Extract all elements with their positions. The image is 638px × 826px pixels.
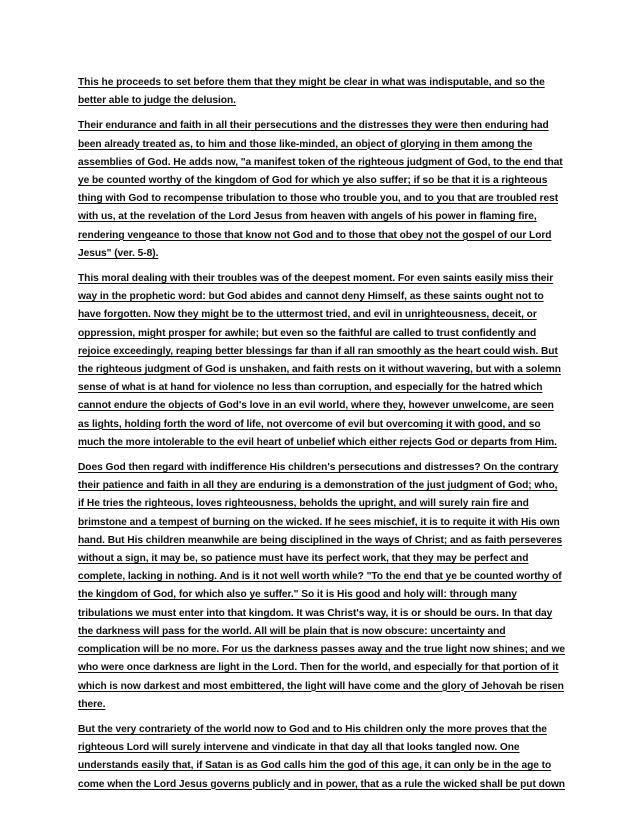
paragraph-1: This he proceeds to set before them that they might be clear in what was indisputable, and so the better able to judge the delusion. <box>78 77 545 107</box>
paragraph-4: Does God then regard with indifference His children's persecutions and distresses? On the contrary their patience and faith in all they are enduring is a demonstration of the just judgment of God; who, if He tries the righteous, loves righteousness, beholds the upright, and will surely rain fire and brimstone and a tempest of burning on the wicked. If he sees mischief, it is to requite it with His own hand. But His children meanwhile are being disciplined in the ways of Christ; and as faith perseveres without a sign, it may be, so patience must have its perfect work, that they may be perfect and complete, lacking in nothing. And is it not well worth while? "To the end that ye be counted worthy of the kingdom of God, for which also ye suffer." So it is His good and holy will: through many tribulations we must enter into that kingdom. It was Christ's way, it is or should be ours. In that day the darkness will pass for the world. All will be plain that is now obscure: uncertainty and complication will be no more. For us the darkness passes away and the true light now shines; and we who were once darkness are light in the Lord. Then for the world, and especially for that portion of it which is now darkest and most embittered, the light will have come and the glory of Jehovah be risen there. <box>78 462 565 710</box>
document-page <box>78 74 566 801</box>
paragraph-2: Their endurance and faith in all their persecutions and the distresses they were then enduring had been already treated as, to him and those like-minded, an object of glorying in them among the assemblies of God. He adds now, "a manifest token of the righteous judgment of God, to the end that ye be counted worthy of the kingdom of God for which ye also suffer; if so be that it is a righteous thing with God to recompense tribulation to those who trouble you, and to you that are troubled rest with us, at the revelation of the Lord Jesus from heaven with angels of his power in flaming fire, rendering vengeance to those that know not God and to those that obey not the gospel of our Lord Jesus" (ver. 5-8). <box>78 120 563 259</box>
paragraph-3: This moral dealing with their troubles was of the deepest moment. For even saints easily miss their way in the prophetic word: but God abides and cannot deny Himself, as these saints ought not to have forgotten. Now they might be to the uttermost tried, and evil in unrighteousness, deceit, or oppression, might prosper for awhile; but even so the faithful are called to trust confidently and rejoice exceedingly, reaping better blessings far than if all ran smoothly as the heart could wish. But the righteous judgment of God is unshaken, and faith rests on it without wavering, but with a solemn sense of what is at hand for violence no less than corruption, and especially for the hatred which cannot endure the objects of God's love in an evil world, where they, however unwelcome, are seen as lights, holding forth the word of life, not overcome of evil but overcoming it with good, and so much the more intolerable to the evil heart of unbelief which either rejects God or departs from Him. <box>78 273 561 448</box>
paragraph-5: But the very contrariety of the world now to God and to His children only the more proves that the righteous Lord will surely intervene and vindicate in that day all that looks tangled now. One understands easily that, if Satan is as God calls him the god of this age, it can only be in the age to come when the Lord Jesus governs publicly and in power, that as a rule the wicked shall be put down <box>78 723 565 790</box>
